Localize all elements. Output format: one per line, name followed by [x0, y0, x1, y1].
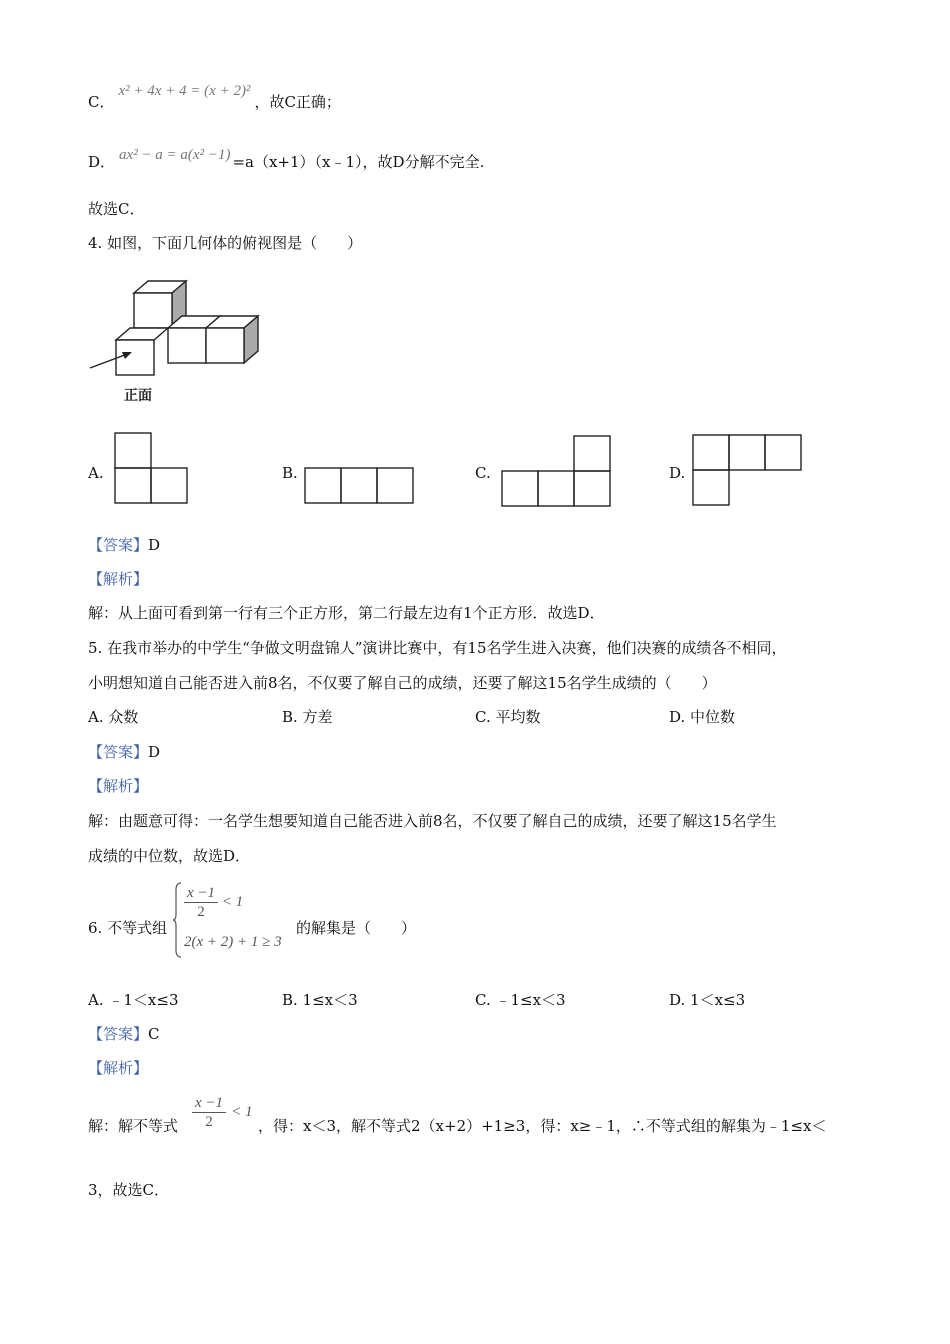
q5-answer: 【答案】D [88, 743, 161, 761]
q3-c-formula: x² + 4x + 4 = (x + 2)² [118, 83, 251, 99]
q6-answer: 【答案】C [88, 1025, 160, 1043]
q4-option-c-label: C. [475, 464, 491, 482]
q3-option-c: C．x² + 4x + 4 = (x + 2)²，故C正确； [88, 83, 341, 111]
q6-system-line1: $\frac{x -1}{2}$ < 1 [184, 884, 243, 921]
q6-brace [172, 882, 182, 958]
q5-question-line1: 5. 在我市举办的中学生“争做文明盘锦人”演讲比赛中，有15名学生进入决赛，他们决赛的成绩各不相同， [88, 639, 787, 657]
q5-question-line2: 小明想知道自己能否进入前8名，不仅要了解自己的成绩，还要了解这15名学生成绩的（ ） [88, 674, 717, 692]
q4-option-a-label: A. [88, 464, 104, 482]
q4-option-d-label: D. [669, 464, 686, 482]
q4-analysis: 解：从上面可看到第一行有三个正方形，第二行最左边有1个正方形．故选D． [88, 604, 605, 622]
q3-d-formula: ax² − a = a(x² −1) [119, 147, 231, 163]
q4-solid-figure [88, 278, 268, 408]
q4-option-b-label: B. [282, 464, 298, 482]
q5-analysis-label: 【解析】 [88, 777, 149, 795]
q4-answer: 【答案】D [88, 536, 161, 554]
q5-option-a: A. 众数 [88, 708, 139, 726]
q6-system-line2: 2(x + 2) + 1 ≥ 3 [184, 934, 282, 950]
q6-suffix: 的解集是（ ） [296, 919, 417, 937]
q5-analysis-line1: 解：由题意可得：一名学生想要知道自己能否进入前8名，不仅要了解自己的成绩，还要了解这15名学生 [88, 812, 777, 830]
q4-analysis-label: 【解析】 [88, 570, 149, 588]
q3-conclusion: 故选C． [88, 200, 145, 218]
q6-analysis-line2: 3，故选C． [88, 1181, 170, 1199]
q6-analysis-label: 【解析】 [88, 1059, 149, 1077]
q5-option-b: B. 方差 [282, 708, 333, 726]
q6-analysis-fraction: $\frac{x -1}{2}$ < 1 [192, 1094, 253, 1131]
q4-question: 4. 如图，下面几何体的俯视图是（ ） [88, 234, 363, 252]
q4-option-d-figure [692, 434, 802, 506]
q5-option-d: D. 中位数 [669, 708, 736, 726]
q4-option-b-figure [304, 467, 414, 505]
front-label: 正面 [124, 388, 152, 404]
q6-analysis-rest: ，得：x＜3，解不等式2（x+2）+1≥3，得：x≥﹣1，∴不等式组的解集为﹣1≤x＜ [258, 1117, 827, 1135]
q5-option-c: C. 平均数 [475, 708, 541, 726]
q6-option-c: C. ﹣1≤x＜3 [475, 991, 566, 1009]
q6-option-a: A. ﹣1＜x≤3 [88, 991, 179, 1009]
q6-analysis-line1: 解：解不等式 [88, 1117, 179, 1135]
q6-option-d: D. 1＜x≤3 [669, 991, 746, 1009]
q6-option-b: B. 1≤x＜3 [282, 991, 358, 1009]
q6-prefix: 6. 不等式组 [88, 919, 168, 937]
q4-option-a-figure [114, 432, 188, 504]
q5-analysis-line2: 成绩的中位数，故选D． [88, 847, 251, 865]
q4-option-c-figure [501, 435, 611, 507]
q3-option-d: D． ax² − a = a(x² −1) =a（x+1）（x﹣1），故D分解不完全. [88, 147, 485, 171]
